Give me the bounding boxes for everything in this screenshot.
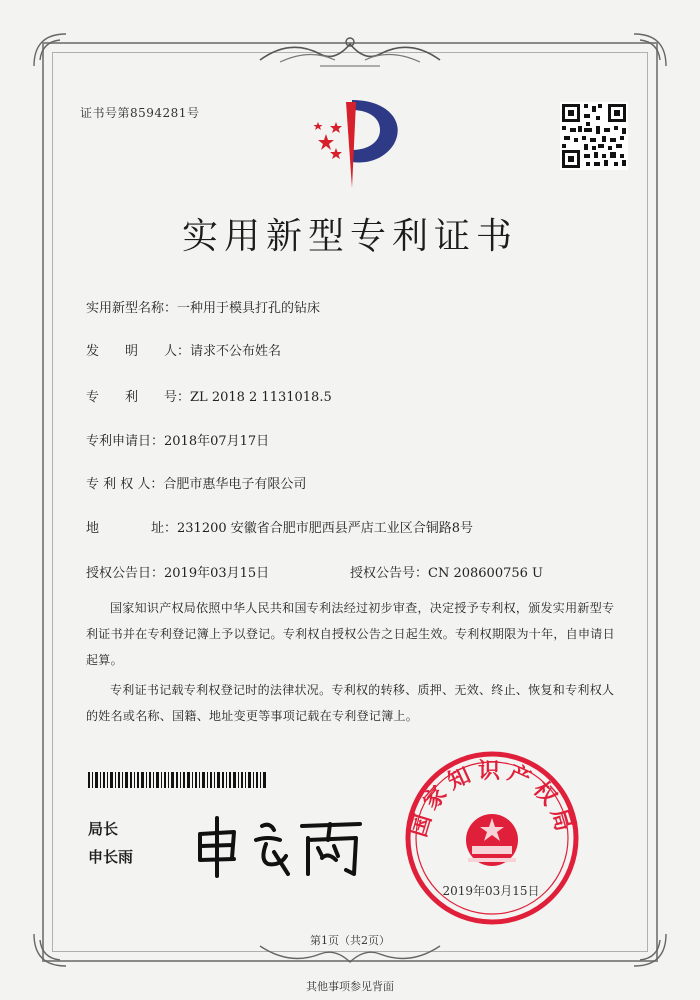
- field-label: 地 址：: [86, 521, 178, 536]
- field-label: 专利申请日：: [86, 434, 165, 449]
- field-patentee: [86, 473, 306, 492]
- field-utility-model-name: [86, 297, 320, 316]
- signatory-role: 局长: [88, 820, 119, 838]
- field-value: 2018年07月17日: [164, 434, 270, 449]
- field-patent-number: [86, 386, 332, 405]
- field-address: [86, 517, 473, 536]
- field-label: 专 利 号：: [86, 390, 191, 405]
- seal-date: 2019年03月15日: [442, 884, 540, 898]
- seal-text: 国家知识产权局: [405, 757, 579, 840]
- field-value: 合肥市惠华电子有限公司: [163, 477, 307, 492]
- field-value: 2019年03月15日: [164, 566, 270, 581]
- field-label: 专 利 权 人：: [86, 477, 164, 492]
- signatory-name: 申长雨: [88, 848, 134, 866]
- field-label: 实用新型名称：: [86, 301, 178, 316]
- barcode-icon: [88, 772, 266, 788]
- cnipa-logo-icon: [296, 92, 408, 192]
- certificate-title: 实用新型专利证书: [181, 216, 518, 257]
- field-inventor: [86, 340, 281, 359]
- field-grant-announcement-number: [350, 562, 543, 581]
- field-value: 请求不公布姓名: [190, 344, 282, 359]
- field-label: 授权公告号：: [350, 566, 429, 581]
- official-seal: [402, 748, 582, 928]
- body-paragraph-1: 国家知识产权局依照中华人民共和国专利法经过初步审查，决定授予专利权，颁发实用新型专利证书并在专利登记簿上予以登记。专利权自授权公告之日起生效。专利权期限为十年，自申请日起算。: [86, 601, 615, 667]
- qr-code-icon: [560, 102, 628, 170]
- field-value: CN 208600756 U: [428, 566, 543, 581]
- field-label: 发 明 人：: [86, 344, 191, 359]
- corner-ornament-top-right: [630, 30, 670, 70]
- certificate-number: 证书号第8594281号: [80, 106, 200, 120]
- page-number: 第1页（共2页）: [310, 934, 390, 947]
- body-paragraph-2: 专利证书记载专利权登记时的法律状况。专利权的转移、质押、无效、终止、恢复和专利权人的姓名或名称、国籍、地址变更等事项记载在专利登记簿上。: [86, 683, 615, 723]
- field-value: 一种用于模具打孔的钻床: [177, 301, 321, 316]
- top-ornament: [250, 30, 450, 74]
- footer-note: 其他事项参见背面: [306, 980, 394, 993]
- handwritten-signature: [190, 812, 370, 882]
- field-value: ZL 2018 2 1131018.5: [190, 390, 332, 405]
- field-filing-date: [86, 430, 269, 449]
- field-label: 授权公告日：: [86, 566, 165, 581]
- field-value: 231200 安徽省合肥市肥西县严店工业区合铜路8号: [177, 521, 474, 536]
- corner-ornament-top-left: [30, 30, 70, 70]
- field-grant-announcement-date: [86, 562, 269, 581]
